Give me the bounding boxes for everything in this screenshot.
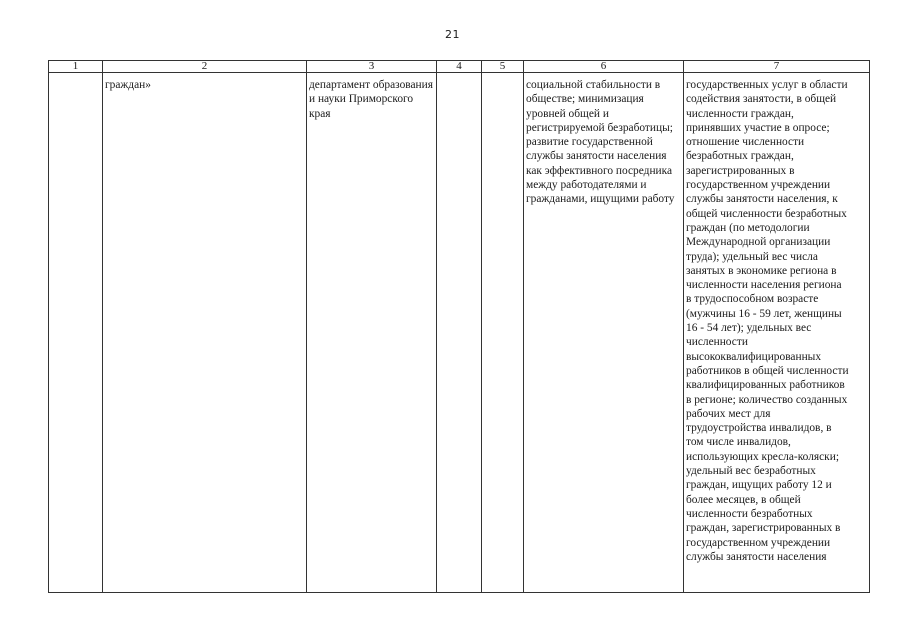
header-cell-7: 7: [684, 61, 870, 73]
header-cell-6: 6: [524, 61, 684, 73]
cell-col-7: государственных услуг в области содействия занятости, в общей численности граждан, принявших участие в опросе; отношение численности безработных граждан, зарегистрированных в государственном учреждении службы занятости населения, к общей численности безработных граждан (по методологии Международной организации труда); удельный вес числа занятых в экономике региона в численности населения региона в трудоспособном возрасте (мужчины 16 - 59 лет, женщины 16 - 54 лет); удельных вес численности высококвалифицированных работников в общей численности квалифицированных работников в регионе; количество созданных рабочих мест для трудоустройства инвалидов, в том числе инвалидов, использующих кресла-коляски; удельный вес безработных граждан, ищущих работу 12 и более месяцев, в общей численности безработных граждан, зарегистрированных в государственном учреждении службы занятости населения: [684, 73, 870, 593]
cell-col-1: [49, 73, 103, 593]
cell-col-2: граждан»: [103, 73, 307, 593]
table-row: [49, 73, 870, 593]
header-cell-3: 3: [307, 61, 437, 73]
cell-col-3: департамент образования и науки Приморского края: [307, 73, 437, 593]
cell-col-4: [437, 73, 482, 593]
header-cell-2: 2: [103, 61, 307, 73]
page-number: 21: [445, 28, 460, 41]
header-cell-5: 5: [482, 61, 524, 73]
header-cell-4: 4: [437, 61, 482, 73]
cell-col-5: [482, 73, 524, 593]
table-header-row: [49, 61, 870, 73]
cell-col-6: социальной стабильности в обществе; минимизация уровней общей и регистрируемой безработицы; развитие государственной службы занятости населения как эффективного посредника между работодателями и гражданами, ищущими работу: [524, 73, 684, 593]
header-cell-1: 1: [49, 61, 103, 73]
document-table: [48, 60, 870, 593]
